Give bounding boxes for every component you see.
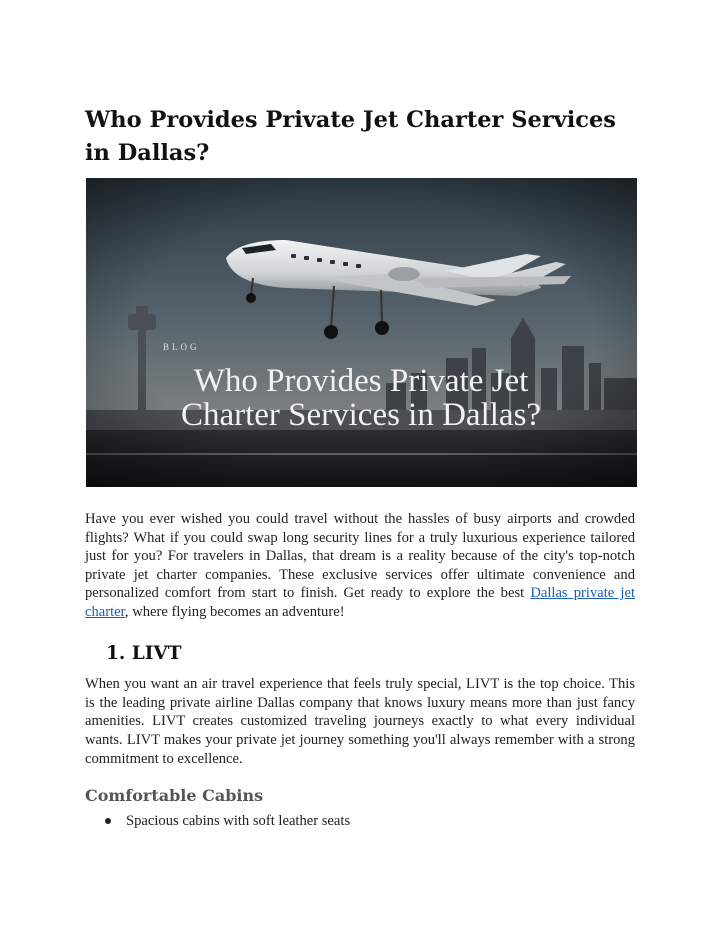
hero-headline-line2: Charter Services in Dallas? <box>180 397 542 433</box>
list-item-text: Spacious cabins with soft leather seats <box>126 813 351 829</box>
dallas-private-jet-charter-link[interactable]: Dallas private jet charter <box>85 585 636 620</box>
bullet-list <box>85 811 635 831</box>
section-heading-livt: 1. LIVT <box>106 643 182 664</box>
bullet-dot-icon <box>105 818 111 824</box>
list-item <box>85 811 635 831</box>
intro-text-end: , where flying becomes an adventure! <box>124 603 345 620</box>
intro-text: Have you ever wished you could travel without the hassles of busy airports and crowded flights? What if you could swap long security lines for a truly luxurious experience tailored just for you? For travelers in Dallas, that dream is a reality because of the city's top-notch private jet charter companies. These exclusive services offer ultimate convenience and personalized comfort from start to finish. Get ready to explore the best <box>85 511 635 602</box>
hero-tag: BLOG <box>163 342 200 352</box>
livt-paragraph: When you want an air travel experience that feels truly special, LIVT is the top choice. This is the leading private airline Dallas company that knows luxury means more than just fancy amenities. LIVT creates customized traveling journeys exactly to what every individual wants. LIVT makes your private jet journey something you'll always remember with a strong commitment to excellence. <box>85 676 635 767</box>
subheading-comfortable-cabins: Comfortable Cabins <box>85 786 264 805</box>
intro-paragraph <box>85 510 635 622</box>
hero-image <box>86 178 637 487</box>
hero-headline-line1: Who Provides Private Jet <box>193 363 529 399</box>
article-title: Who Provides Private Jet Charter Services in Dallas? <box>85 107 616 166</box>
